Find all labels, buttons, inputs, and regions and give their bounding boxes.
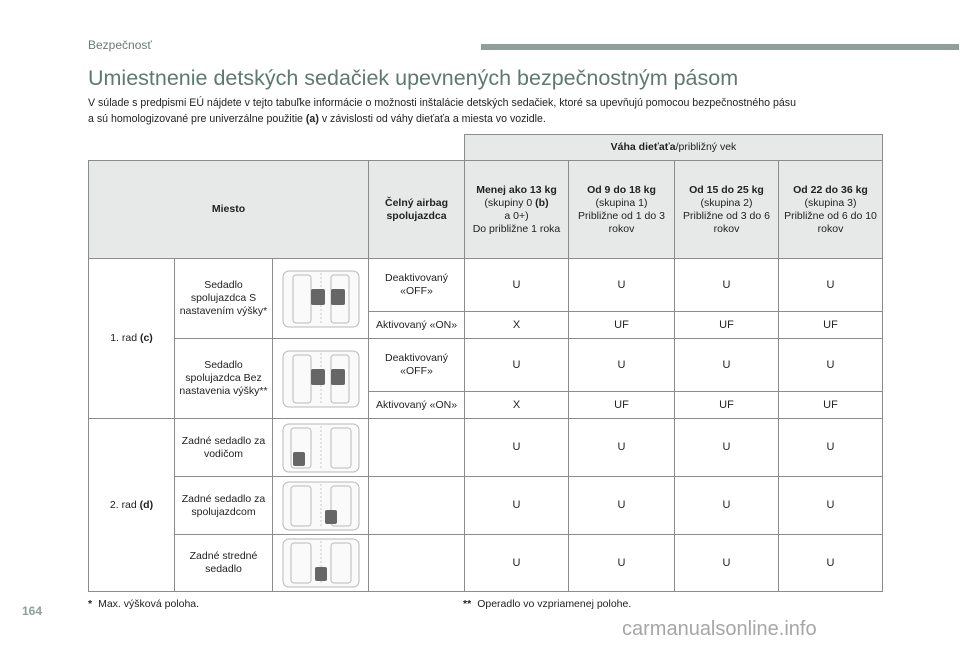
cell-value: U xyxy=(465,259,569,312)
section-divider-bar xyxy=(481,44,959,50)
row-label-second: 2. rad (d) xyxy=(89,419,175,592)
cell-value: U xyxy=(569,419,675,477)
section-label: Bezpečnosť xyxy=(88,38,152,52)
cell-value: X xyxy=(465,312,569,339)
cell-value: U xyxy=(569,259,675,312)
cell-value: UF xyxy=(675,312,779,339)
cell-value: U xyxy=(569,477,675,535)
cell-value: U xyxy=(569,339,675,392)
table-row xyxy=(89,259,883,312)
airbag-off-label: Deaktivovaný «OFF» xyxy=(369,339,465,392)
table-row xyxy=(89,339,883,392)
cell-value: U xyxy=(675,339,779,392)
cell-value: UF xyxy=(569,312,675,339)
cell-value: U xyxy=(779,259,883,312)
page-number: 164 xyxy=(22,604,43,618)
cell-value: U xyxy=(779,339,883,392)
watermark: carmanualsonline.info xyxy=(622,618,817,640)
empty-airbag-cell xyxy=(369,419,465,477)
page-title: Umiestnenie detských sedačiek upevnených bezpečnostným pásom xyxy=(88,66,739,90)
cell-value: U xyxy=(569,535,675,592)
seat-diagram-icon xyxy=(273,339,369,419)
seat-diagram-icon xyxy=(273,477,369,535)
child-seat-table xyxy=(88,134,883,592)
footnote-2: ** Operadlo vo vzpriamenej polohe. xyxy=(463,598,632,610)
cell-value: U xyxy=(779,535,883,592)
empty-airbag-cell xyxy=(369,477,465,535)
cell-value: U xyxy=(675,419,779,477)
cell-value: U xyxy=(465,419,569,477)
col-header-place: Miesto xyxy=(89,161,369,259)
col-header-group-1: Od 9 do 18 kg (skupina 1) Približne od 1 do 3 rokov xyxy=(569,161,675,259)
cell-value: U xyxy=(675,477,779,535)
col-header-group-3: Od 22 do 36 kg (skupina 3) Približne od 6 do 10 rokov xyxy=(779,161,883,259)
col-header-group-2: Od 15 do 25 kg (skupina 2) Približne od 3 do 6 rokov xyxy=(675,161,779,259)
cell-value: UF xyxy=(779,392,883,419)
intro-line-2: a sú homologizované pre univerzálne použitie (a) v závislosti od váhy dieťaťa a miesta vo vozidle. xyxy=(88,113,546,125)
cell-value: X xyxy=(465,392,569,419)
cell-value: U xyxy=(675,535,779,592)
airbag-on-label: Aktivovaný «ON» xyxy=(369,392,465,419)
cell-value: U xyxy=(465,339,569,392)
intro-paragraph xyxy=(88,95,898,127)
col-header-airbag: Čelný airbag spolujazdca xyxy=(369,161,465,259)
weight-header: Váha dieťaťa/približný vek xyxy=(465,135,883,161)
seat-diagram-icon xyxy=(273,259,369,339)
footnote-1: * Max. výšková poloha. xyxy=(88,598,200,610)
seat-name: Zadné stredné sedadlo xyxy=(175,535,273,592)
cell-value: UF xyxy=(675,392,779,419)
empty-airbag-cell xyxy=(369,535,465,592)
seat-name: Zadné sedadlo za spolujazdcom xyxy=(175,477,273,535)
seat-name: Sedadlo spolujazdca Bez nastavenia výšky** xyxy=(175,339,273,419)
seat-diagram-icon xyxy=(273,419,369,477)
intro-line-1: V súlade s predpismi EÚ nájdete v tejto tabuľke informácie o možnosti inštalácie detských sedačiek, ktoré sa upevňujú pomocou bezpečnostného pásu xyxy=(88,97,796,109)
cell-value: UF xyxy=(569,392,675,419)
seat-name: Zadné sedadlo za vodičom xyxy=(175,419,273,477)
cell-value: UF xyxy=(779,312,883,339)
airbag-on-label: Aktivovaný «ON» xyxy=(369,312,465,339)
table-row xyxy=(89,477,883,535)
table-row xyxy=(89,419,883,477)
cell-value: U xyxy=(779,477,883,535)
col-header-group-0: Menej ako 13 kg (skupiny 0 (b) a 0+) Do približne 1 roka xyxy=(465,161,569,259)
airbag-off-label: Deaktivovaný «OFF» xyxy=(369,259,465,312)
seat-name: Sedadlo spolujazdca S nastavením výšky* xyxy=(175,259,273,339)
row-label-first: 1. rad (c) xyxy=(89,259,175,419)
cell-value: U xyxy=(465,477,569,535)
cell-value: U xyxy=(465,535,569,592)
cell-value: U xyxy=(675,259,779,312)
cell-value: U xyxy=(779,419,883,477)
table-row xyxy=(89,535,883,592)
seat-diagram-icon xyxy=(273,535,369,592)
